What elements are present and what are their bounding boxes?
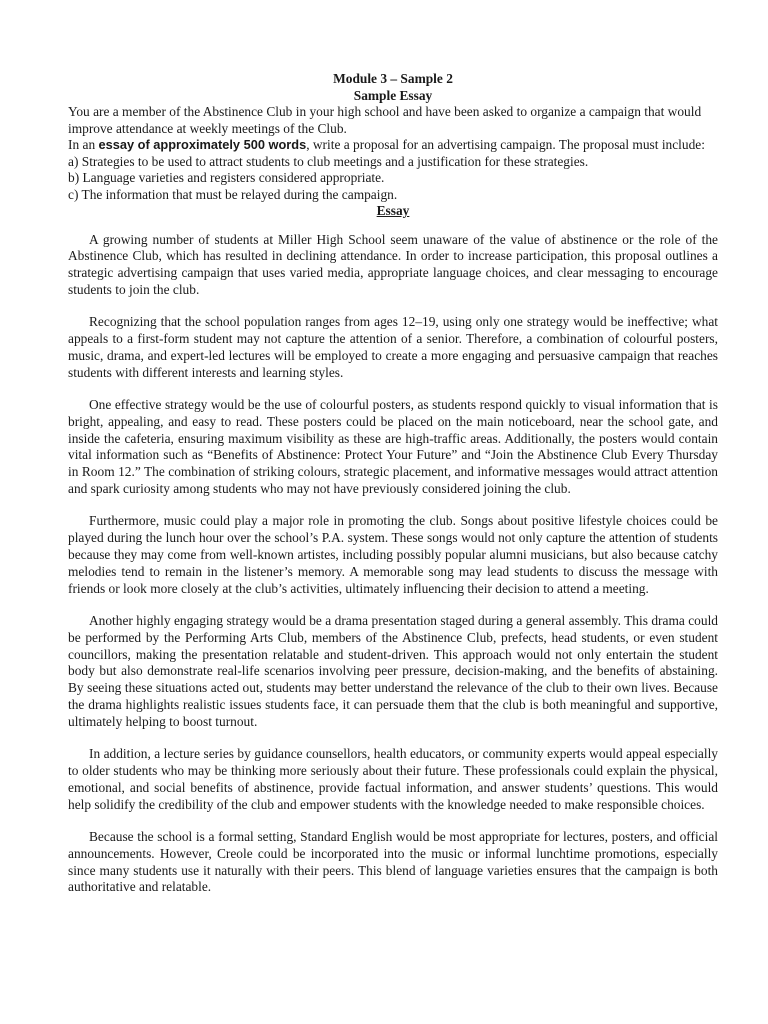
prompt-item-b: b) Language varieties and registers considered appropriate. xyxy=(68,170,385,185)
prompt-task xyxy=(68,137,718,154)
prompt-item-a: a) Strategies to be used to attract students to club meetings and a justification for these strategies. xyxy=(68,153,589,169)
prompt-intro: You are a member of the Abstinence Club in your high school and have been asked to organize a campaign that would improve attendance at weekly meetings of the Club. xyxy=(68,104,702,136)
essay-paragraph-7: Because the school is a formal setting, Standard English would be most appropriate for lectures, posters, and official announcements. However, Creole could be incorporated into the music or informal lunchtime promotions, especially since many students use it naturally with their peers. This blend of language varieties ensures that the campaign is both authoritative and relatable. xyxy=(68,828,718,895)
prompt-task-after: , write a proposal for an advertising campaign. The proposal must include: xyxy=(306,137,705,152)
prompt-task-bold: essay of approximately 500 words xyxy=(98,137,307,152)
document-subtitle: Sample Essay xyxy=(353,87,433,103)
essay-paragraph-6: In addition, a lecture series by guidance counsellors, health educators, or community experts would appeal especially to older students who may be thinking more seriously about their future. These professionals could explain the physical, emotional, and social benefits of abstinence, provide factual information, and answer students’ questions. This would help solidify the credibility of the club and empower students with the knowledge needed to make responsible choices. xyxy=(68,746,718,812)
essay-paragraph-3: One effective strategy would be the use of colourful posters, as students respond quickly to visual information that is bright, appealing, and easy to read. These posters could be placed on the main noticeboard, near the school gate, and inside the cafeteria, ensuring maximum visibility as these are high-traffic areas. Additionally, the posters would contain vital information such as “Benefits of Abstinence: Protect Your Future” and “Join the Abstinence Club Every Thursday in Room 12.” The combination of striking colours, strategic placement, and informative messages would attract attention and spark curiosity among students who may not have previously considered joining the club. xyxy=(68,396,718,497)
essay-heading: Essay xyxy=(376,203,410,218)
essay-paragraph-5: Another highly engaging strategy would be a drama presentation staged during a general assembly. This drama could be performed by the Performing Arts Club, members of the Abstinence Club, prefects, head students, or even student councillors, making the presentation relatable and student-driven. This approach would not only entertain the student body but also demonstrate real-life scenarios involving peer pressure, decision-making, and the benefits of abstaining. By seeing these situations acted out, students may better understand the relevance of the club to their own lives. Because the drama highlights realistic issues students face, it can persuade them that the club is both meaningful and supportive, ultimately helping to boost turnout. xyxy=(68,612,718,730)
document-title: Module 3 – Sample 2 xyxy=(333,71,453,86)
essay-paragraph-4: Furthermore, music could play a major role in promoting the club. Songs about positive lifestyle choices could be played during the lunch hour over the school’s P.A. system. These songs would not only capture the attention of students because they may come from well-known artistes, including possibly popular alumni musicians, but also because catchy melodies tend to remain in the listener’s memory. A memorable song may lead students to discuss the message with friends or look more closely at the club’s activities, ultimately influencing their decision to attend a meeting. xyxy=(68,513,718,596)
essay-paragraph-1: A growing number of students at Miller High School seem unaware of the value of abstinence or the role of the Abstinence Club, which has resulted in declining attendance. In order to increase participation, this proposal outlines a strategic advertising campaign that uses varied media, appropriate language choices, and clear messaging to encourage students to join the club. xyxy=(68,231,718,298)
prompt-task-before: In an xyxy=(68,137,99,152)
essay-paragraph-2: Recognizing that the school population ranges from ages 12–19, using only one strategy would be ineffective; what appeals to a first-form student may not capture the attention of a senior. Therefore, a combination of colourful posters, music, drama, and expert-led lectures will be employed to create a more engaging and persuasive campaign that reaches students with different interests and learning styles. xyxy=(68,314,718,380)
prompt-item-c: c) The information that must be relayed during the campaign. xyxy=(68,186,398,202)
